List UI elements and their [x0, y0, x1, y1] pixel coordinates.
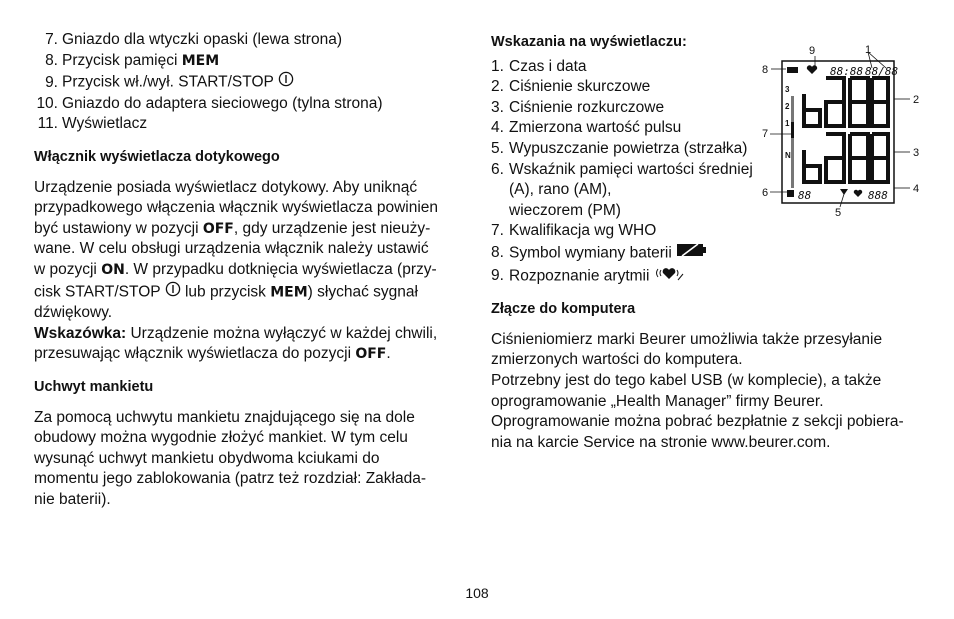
- list-item: 8. Przycisk pamięci MEM: [45, 51, 220, 69]
- paragraph-touch-switch: Urządzenie posiada wyświetlacz dotykowy. Aby uniknąć przypadkowego włączenia włącznik wyświetlacza powinien być ustawiony w pozycji OFF, gdy urządzenie jest nieuży- wane. W celu obsługi urządzenia włącznik należy ustawić w pozycji ON. W przypadku dotknięcia wyświetlacza (przy- cisk START/STOP lub przycisk MEM) słychać sygnał dźwiękowy. Wskazówka: Urządzenie można wyłączyć w każdej chwili, przesuwając włącznik wyświetlacza do pozycji OFF.: [34, 178, 439, 363]
- who-level: 3: [785, 85, 790, 94]
- battery-symbol: [787, 67, 798, 73]
- callout-label: 4: [913, 183, 920, 195]
- list-item: 10. Gniazdo do adaptera sieciowego (tylna strona): [36, 94, 383, 112]
- section-title-cuff-holder: Uchwyt mankietu: [34, 378, 154, 395]
- list-item: 7. Kwalifikacja wg WHO: [491, 222, 657, 240]
- who-level: 1: [785, 119, 790, 128]
- list-item-continuation: (A), rano (AM),: [509, 181, 612, 199]
- memory-segments: 88: [798, 189, 812, 202]
- note-label: Wskazówka:: [34, 324, 127, 342]
- memory-indicator: [787, 190, 794, 197]
- list-item: 9. Przycisk wł./wył. START/STOP: [34, 71, 464, 94]
- power-icon: [278, 71, 294, 94]
- svg-text:88/88: 88/88: [865, 65, 899, 78]
- callout-label: 5: [835, 207, 842, 219]
- list-item: 8. Symbol wymiany baterii: [491, 242, 927, 265]
- who-level: 2: [785, 102, 790, 111]
- section-title-display-indicators: Wskazania na wyświetlaczu:: [491, 34, 687, 50]
- svg-text:88:88: 88:88: [830, 65, 864, 78]
- callout-label: 1: [865, 44, 872, 56]
- list-item: 5. Wypuszczanie powietrza (strzałka): [491, 139, 748, 157]
- off-keyword: OFF: [202, 220, 234, 237]
- on-keyword: ON: [101, 261, 125, 278]
- off-keyword: OFF: [355, 346, 387, 363]
- display-diagram-svg: [760, 44, 925, 219]
- list-item: 1. Czas i data: [491, 57, 587, 75]
- section-title-touch-switch: Włącznik wyświetlacza dotykowego: [34, 148, 280, 165]
- who-level: N: [785, 151, 791, 160]
- power-icon: [165, 281, 181, 304]
- callout-label: 8: [762, 64, 769, 76]
- display-diagram: [760, 44, 925, 219]
- pulse-segments: 888: [868, 189, 888, 202]
- mem-keyword: MEM: [181, 52, 220, 69]
- callout-label: 2: [913, 94, 920, 106]
- who-bar: [791, 96, 794, 188]
- page-number: 108: [465, 585, 489, 601]
- list-item: 9. Rozpoznanie arytmii: [491, 265, 927, 288]
- parts-list: [34, 30, 464, 135]
- arrhythmia-icon: [654, 265, 686, 288]
- list-item: 6. Wskaźnik pamięci wartości średniej: [491, 160, 753, 178]
- left-column: [34, 30, 464, 510]
- callout-label: 9: [809, 45, 816, 57]
- list-item-continuation: wieczorem (PM): [509, 201, 621, 219]
- section-title-pc-connection: Złącze do komputera: [491, 301, 636, 318]
- callout-label: 7: [762, 128, 769, 140]
- list-item: 11. Wyświetlacz: [37, 115, 148, 133]
- callout-label: 3: [913, 147, 920, 159]
- paragraph-cuff-holder: Za pomocą uchwytu mankietu znajdującego się na dole obudowy można wygodnie złożyć mankiet. W tym celu wysunąć uchwyt mankietu obydwoma kciukami do momentu jego zablokowania (patrz też rozdział: Zakłada- nie baterii).: [34, 408, 426, 508]
- list-item: 4. Zmierzona wartość pulsu: [491, 119, 682, 137]
- list-item: 7. Gniazdo dla wtyczki opaski (lewa strona): [45, 31, 342, 48]
- paragraph-pc-connection: Ciśnieniomierz marki Beurer umożliwia także przesyłanie zmierzonych wartości do komputera. Potrzebny jest do tego kabel USB (w komplecie), a także oprogramowanie „Health Manager” firmy Beurer. Oprogramowanie można pobrać bezpłatnie z sekcji pobiera- nia na karcie Service na stronie www.beurer.com.: [491, 330, 904, 451]
- callout-label: 6: [762, 187, 769, 199]
- list-item: 2. Ciśnienie skurczowe: [491, 78, 651, 96]
- list-item: 3. Ciśnienie rozkurczowe: [491, 98, 665, 116]
- mem-keyword: MEM: [270, 283, 308, 300]
- battery-icon: [676, 242, 710, 265]
